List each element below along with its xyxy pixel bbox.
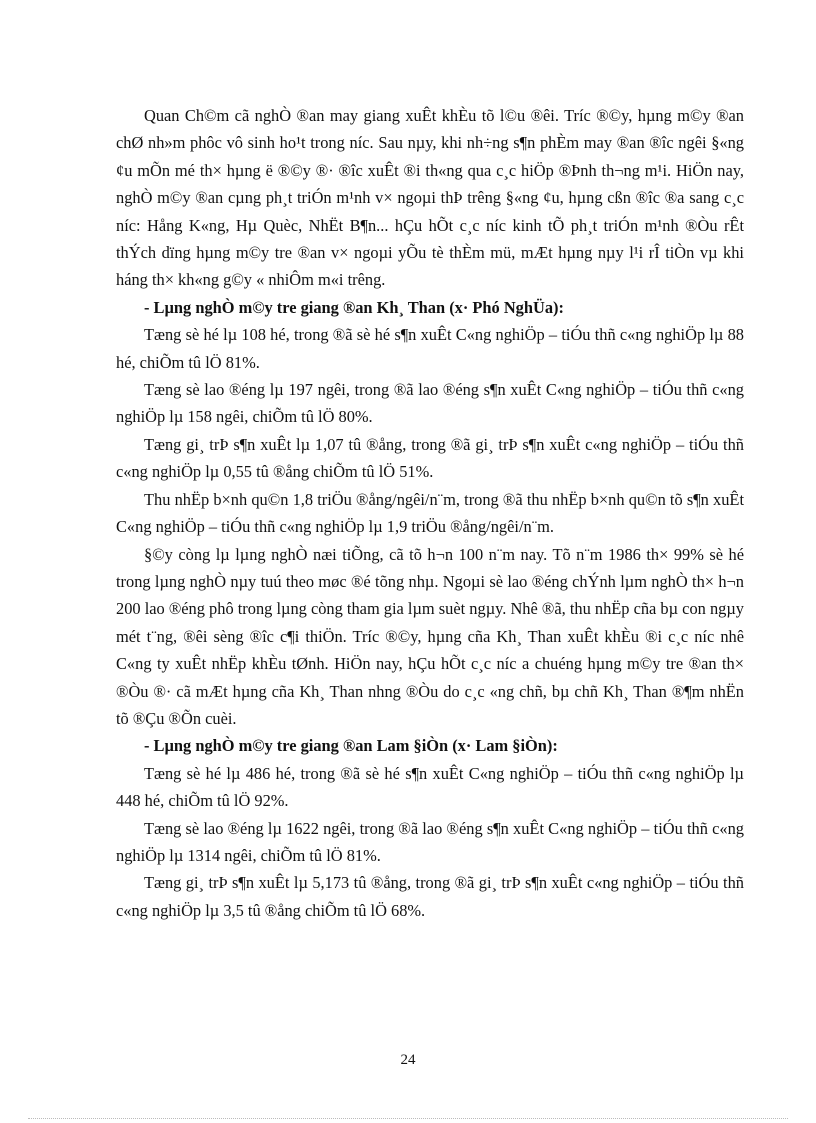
paragraph-intro: Quan Ch©m cã nghÒ ®an may giang xuÊt khÈu tõ l©u ®êi. Tríc ®©y, hµng m©y ®an chØ nh»m phôc vô sinh ho¹t trong níc. Sau nµy, khi nh÷ng s¶n phÈm may ®an ®îc ngêi §«ng ¢u mÕn mé th× hµng ë ®©y ®· ®îc xuÊt ®i th«ng qua c¸c hiÖp ®Þnh th¬ng m¹i. HiÖn nay, nghÒ m©y ®an cµng ph¸t triÓn m¹nh v× ngoµi thÞ trêng §«ng ¢u, hµng cßn ®îc ®a sang c¸c níc: Hång K«ng, Hµ Quèc, NhËt B¶n... hÇu hÕt c¸c níc kinh tÕ ph¸t triÓn m¹nh ®Òu rÊt thÝch dïng hµng m©y tre ®an v× ngoµi yÕu tè thÈm mü, mÆt hµng nµy l¹i rÎ tiÒn vµ khi háng th× kh«ng g©y « nhiÔm m«i trêng. [116,106,744,290]
paragraph-production-value: Tæng gi¸ trÞ s¶n xuÊt lµ 1,07 tû ®ång, trong ®ã gi¸ trÞ s¶n xuÊt c«ng nghiÖp – tiÓu thñ c«ng nghiÖp lµ 0,55 tû ®ång chiÕm tû lÖ 51%. [116,434,744,482]
paragraph-history: §©y còng lµ lµng nghÒ næi tiÕng, cã tõ h¬n 100 n¨m nay. Tõ n¨m 1986 th× 99% sè hé trong lµng nghÒ nµy tuú theo møc ®é tõng nhµ. Ngoµi sè lao ®éng chÝnh lµm nghÒ th× h¬n 200 lao ®éng phô trong lµng còng tham gia lµm suèt ngµy. Nhê ®ã, thu nhËp cña bµ con ngµy mét t¨ng, ®êi sèng ®îc c¶i thiÖn. Tríc ®©y, hµng cña Kh¸ Than xuÊt khÈu ®i c¸c níc nhê C«ng ty xuÊt nhËp khÈu tØnh. HiÖn nay, hÇu hÕt c¸c níc a chuéng hµng m©y tre ®an th× ®Òu ®· cã mÆt hµng cña Kh¸ Than nhng ®Òu do c¸c «ng chñ, bµ chñ Kh¸ Than ®¶m nhËn tõ ®Çu ®Õn cuèi. [116,544,744,728]
paragraph-labor: Tæng sè lao ®éng lµ 197 ngêi, trong ®ã lao ®éng s¶n xuÊt C«ng nghiÖp – tiÓu thñ c«ng nghiÖp lµ 158 ngêi, chiÕm tû lÖ 80%. [116,380,744,427]
paragraph-households: Tæng sè hé lµ 108 hé, trong ®ã sè hé s¶n xuÊt C«ng nghiÖp – tiÓu thñ c«ng nghiÖp lµ 88 hé, chiÕm tû lÖ 81%. [116,325,744,372]
paragraph-labor: Tæng sè lao ®éng lµ 1622 ngêi, trong ®ã lao ®éng s¶n xuÊt C«ng nghiÖp – tiÓu thñ c«ng nghiÖp lµ 1314 ngêi, chiÕm tû lÖ 81%. [116,818,744,865]
paragraph-production-value: Tæng gi¸ trÞ s¶n xuÊt lµ 5,173 tû ®ång, trong ®ã gi¸ trÞ s¶n xuÊt c«ng nghiÖp – tiÓu thñ c«ng nghiÖp lµ 3,5 tû ®ång chiÕm tû lÖ 68%. [116,873,744,920]
paragraph-income: Thu nhËp b×nh qu©n 1,8 triÖu ®ång/ngêi/n¨m, trong ®ã thu nhËp b×nh qu©n tõ s¶n xuÊt C«ng nghiÖp – tiÓu thñ c«ng nghiÖp lµ 1,9 triÖu ®ång/ngêi/n¨m. [116,489,744,537]
body-text [116,102,744,924]
paragraph-households: Tæng sè hé lµ 486 hé, trong ®ã sè hé s¶n xuÊt C«ng nghiÖp – tiÓu thñ c«ng nghiÖp lµ 448 hé, chiÕm tû lÖ 92%. [116,763,744,811]
page-number: 24 [400,1052,416,1068]
page-bottom-divider [28,1118,788,1119]
section-heading-kha-than: - Lµng nghÒ m©y tre giang ®an Kh¸ Than (x· Phó NghÜa): [144,297,564,317]
section-heading-lam-dien: - Lµng nghÒ m©y tre giang ®an Lam §iÒn (x· Lam §iÒn): [144,736,558,756]
